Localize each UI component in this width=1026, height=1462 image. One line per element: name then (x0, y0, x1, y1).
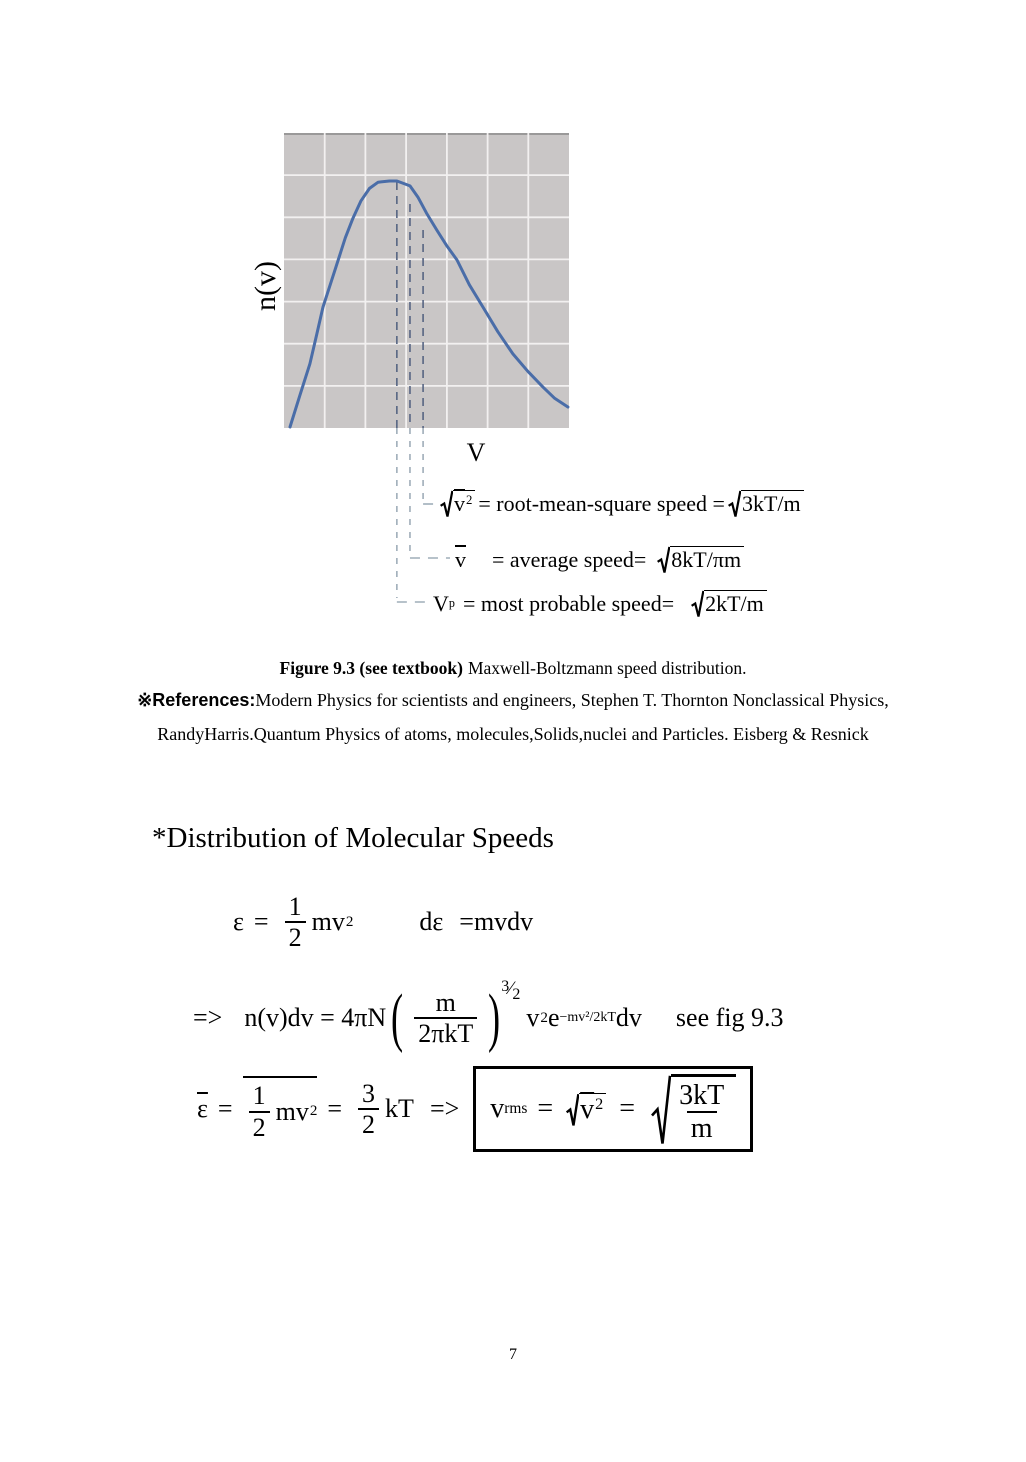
radical: 8kT/πm (657, 546, 744, 573)
section-heading: *Distribution of Molecular Speeds (152, 822, 554, 854)
radical: 2kT/m (691, 590, 767, 617)
plot-area (284, 133, 569, 428)
right-paren: ) (488, 980, 501, 1054)
radical: $\overline{v}^2$ (566, 1093, 606, 1126)
see-fig-note: see fig 9.3 (675, 1003, 784, 1032)
left-paren: ( (391, 980, 404, 1054)
fraction: $\frac{3}{2}$ (358, 1079, 379, 1139)
radical: $\overline{v}^2$ (440, 490, 475, 517)
radical-icon (657, 546, 670, 573)
radical-icon (691, 590, 704, 617)
radical-icon (566, 1093, 579, 1126)
most-probable-speed-text: = most probable speed= (462, 590, 675, 616)
vrms-boxed-equation: v rms = $\overline{v}^2$ = $\frac{3kT}{m}$ (473, 1066, 753, 1153)
radical-icon (728, 490, 741, 517)
rms-speed-text: = root-mean-square speed = (478, 490, 725, 516)
y-axis-label: n(v) (248, 261, 282, 311)
fraction: $\frac{m}{\text{2πkT}}$ (414, 988, 477, 1048)
figure-caption-bold: Figure 9.3 (see textbook) (279, 658, 463, 678)
equation-mean-energy: $\overline{\varepsilon}$ = $\frac{1}{2}$ mv 2 = $\frac{3}{2}$ kT => v rms = $\overline{v}^2$ = $\frac{3kT}{m}$ (197, 1064, 753, 1154)
references-line-1: ※References:Modern Physics for scientists and engineers, Stephen T. Thornton Nonclassical Physics, (137, 690, 889, 710)
big-radical (651, 1074, 736, 1145)
speed-distribution-chart (250, 120, 610, 620)
exponent-three-halves: 3⁄2 (501, 978, 521, 1003)
most-probable-speed-label: V p = most probable speed= 2kT/m (433, 590, 770, 617)
average-speed-text: = average speed= (492, 546, 647, 572)
figure-caption (0, 658, 1026, 679)
fraction: $\frac{3kT}{m}$ (679, 1079, 725, 1144)
radical: 3kT/m (728, 490, 804, 517)
references-marker: ※References: (137, 690, 256, 710)
average-speed-label: $\overline{v}$ = average speed= 8kT/πm (455, 546, 747, 573)
equation-kinetic-energy: ε = $\frac{1}{2}$ mv 2 dε =mvdv (233, 891, 534, 952)
x-axis-label: V (466, 438, 486, 467)
radical-icon (440, 490, 453, 517)
overlined-group: $\frac{1}{2}$ mv 2 (243, 1076, 318, 1141)
radical-icon (651, 1074, 671, 1145)
fraction: $\frac{1}{2}$ (249, 1081, 270, 1141)
equation-speed-distribution: => n(v)dv = 4πN ( $\frac{m}{\text{2πkT}}$ ) 3⁄2 v 2 e −mv²/2kT dv see fig 9.3 (193, 978, 784, 1054)
rms-speed-label (437, 490, 807, 517)
figure-caption-text: Maxwell-Boltzmann speed distribution. (467, 658, 747, 678)
references-line-2: RandyHarris.Quantum Physics of atoms, molecules,Solids,nuclei and Particles. Eisberg & Resnick (157, 724, 869, 744)
fraction: $\frac{1}{2}$ (285, 892, 306, 952)
page-number: 7 (509, 1346, 517, 1363)
